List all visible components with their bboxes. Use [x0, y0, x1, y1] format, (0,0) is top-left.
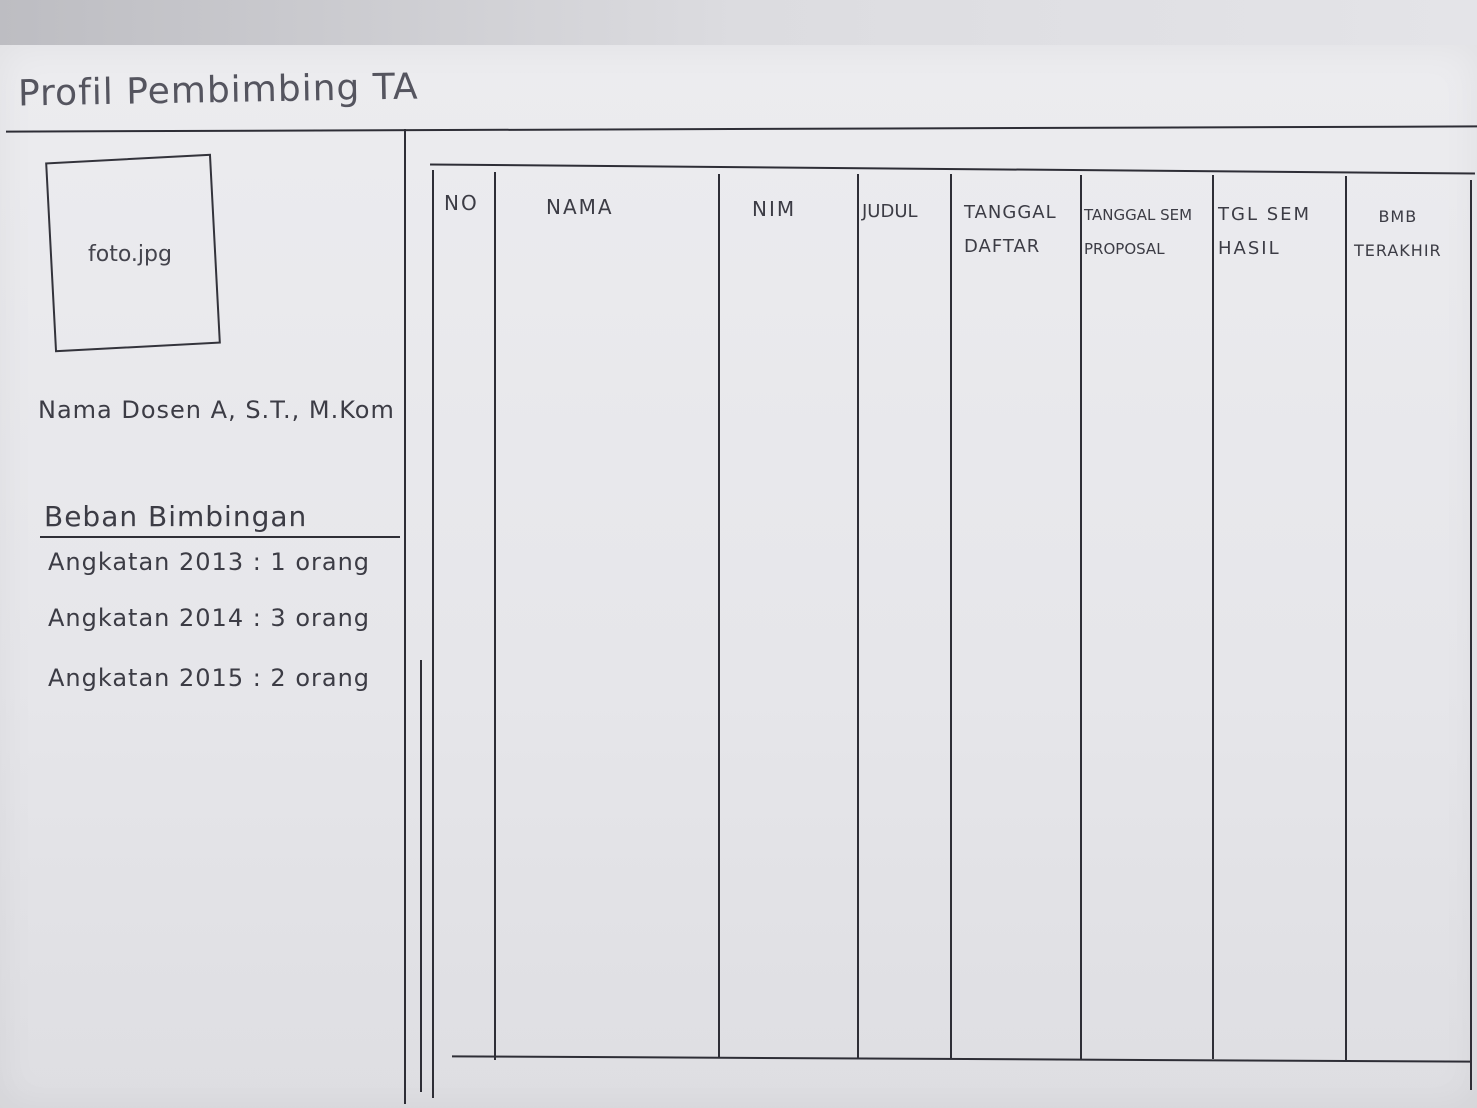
- lecturer-name: Nama Dosen A, S.T., M.Kom: [38, 396, 395, 424]
- column-header-tanggal-daftar: [964, 196, 1057, 264]
- column-header-tanggal-daftar-line2: DAFTAR: [964, 236, 1041, 257]
- load-item-2015: Angkatan 2015 : 2 orang: [48, 664, 371, 692]
- column-header-tanggal-sem-proposal-line1: TANGGAL SEM: [1084, 206, 1193, 224]
- column-header-no: [444, 186, 479, 220]
- column-header-judul-label: JUDUL: [862, 201, 918, 222]
- column-header-tgl-sem-hasil-line1: TGL SEM: [1218, 204, 1312, 225]
- background-surface: [0, 0, 1477, 45]
- column-header-judul: [862, 195, 918, 229]
- column-header-tgl-sem-hasil-line2: HASIL: [1218, 238, 1281, 259]
- column-header-nim-label: NIM: [752, 197, 797, 221]
- sidebar-frame-right: [420, 660, 422, 1092]
- supervision-load-title: Beban Bimbingan: [44, 500, 308, 533]
- column-separator: [950, 174, 952, 1058]
- column-header-no-label: NO: [444, 191, 479, 215]
- column-separator: [718, 174, 720, 1058]
- column-header-bmb-terakhir: [1354, 200, 1442, 268]
- photo-placeholder-label: foto.jpg: [88, 242, 172, 267]
- sidebar-divider: [404, 129, 406, 1104]
- column-header-tgl-sem-hasil: [1218, 198, 1311, 266]
- column-separator: [857, 174, 859, 1058]
- column-header-bmb-terakhir-line2: TERAKHIR: [1354, 241, 1442, 260]
- table-frame-right: [1470, 180, 1472, 1090]
- supervision-load-underline: [40, 536, 400, 538]
- column-header-tanggal-daftar-line1: TANGGAL: [964, 202, 1057, 223]
- column-separator: [1212, 175, 1214, 1059]
- column-separator: [494, 172, 496, 1060]
- load-item-2013: Angkatan 2013 : 1 orang: [48, 548, 371, 576]
- column-header-tanggal-sem-proposal-line2: PROPOSAL: [1084, 240, 1165, 258]
- column-separator: [1345, 176, 1347, 1060]
- table-frame-left: [432, 170, 434, 1098]
- column-header-nim: [752, 192, 796, 226]
- load-item-2014: Angkatan 2014 : 3 orang: [48, 604, 371, 632]
- column-header-bmb-terakhir-line1: BMB: [1378, 207, 1418, 226]
- column-header-nama-label: NAMA: [546, 195, 614, 219]
- column-header-tanggal-sem-proposal: [1084, 198, 1192, 266]
- page-title: Profil Pembimbing TA: [17, 66, 419, 115]
- column-header-nama: [546, 190, 614, 224]
- column-separator: [1080, 175, 1082, 1059]
